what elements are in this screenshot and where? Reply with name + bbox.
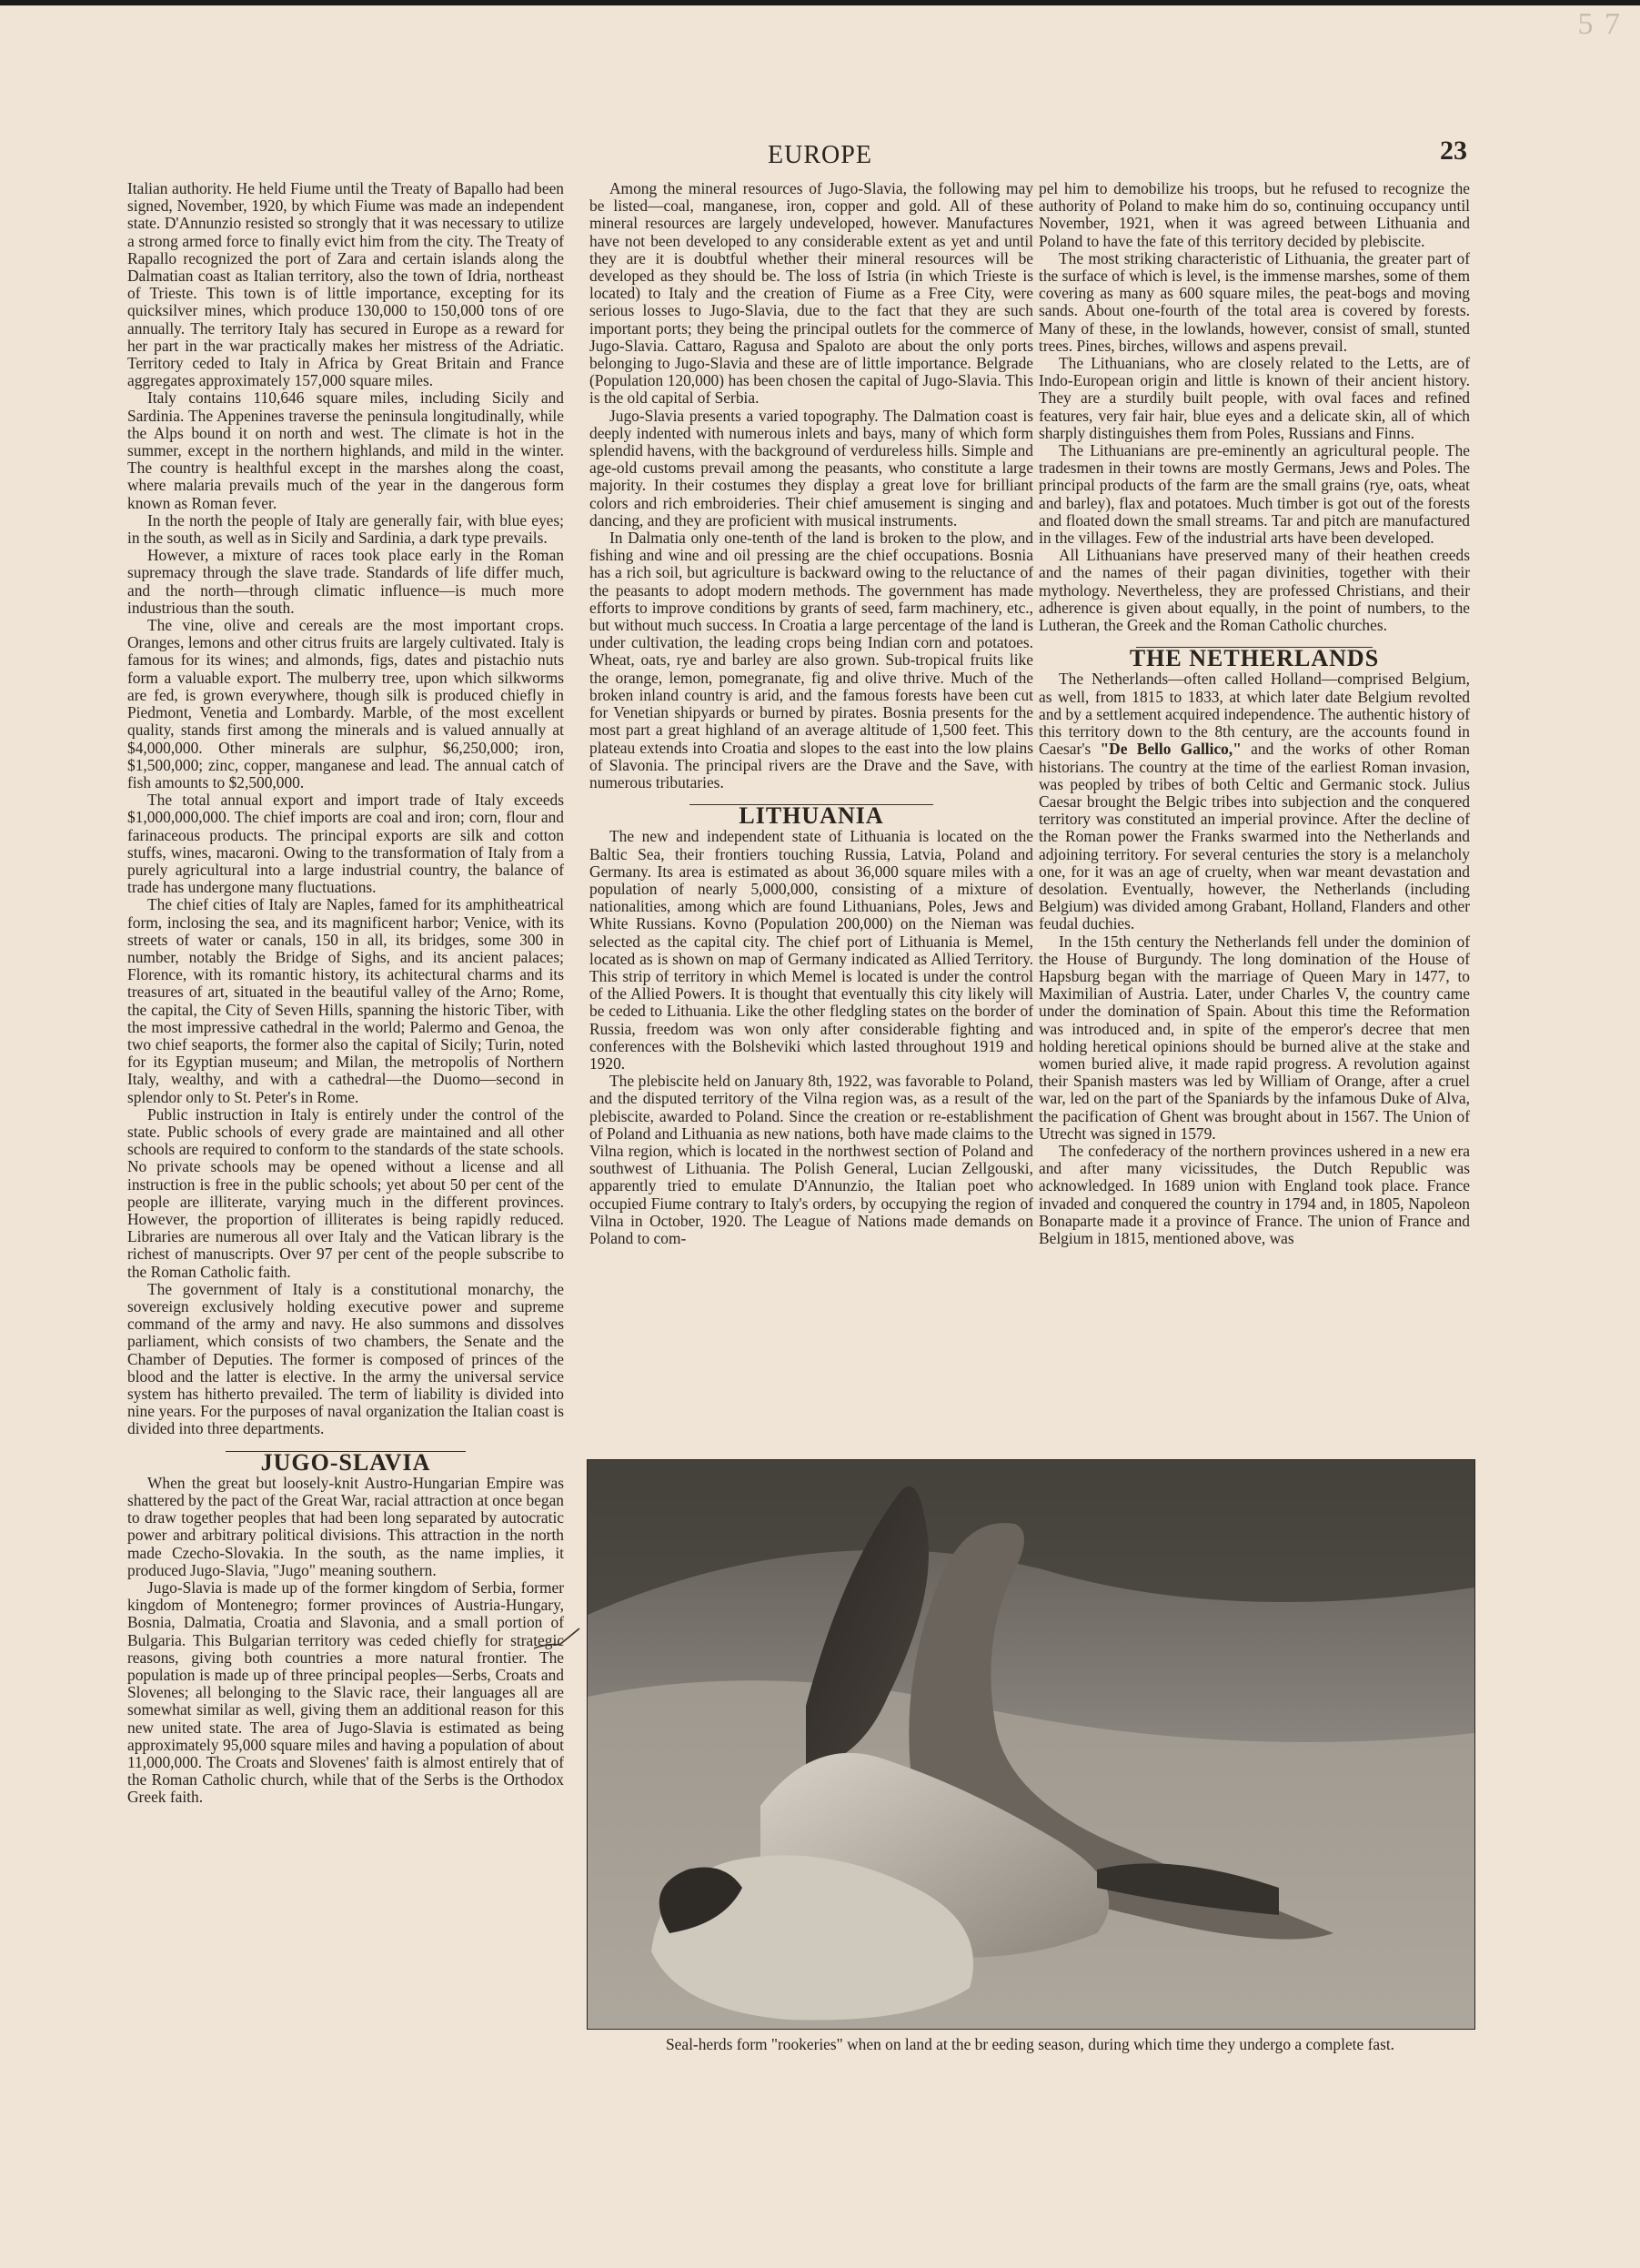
pencil-checkmark — [532, 1625, 582, 1652]
section-heading-netherlands: THE NETHERLANDS — [1129, 645, 1380, 672]
paragraph: Jugo-Slavia presents a varied topography. The Dalmation coast is deeply indented with numerous inlets and bays, many of which form splendid havens, with the background of verdureless hills. Simple and age-old customs prevail among the peasants, who constitute a large majority. In their costumes they display a great love for brilliant colors and rich embroideries. Their chief amusement is singing and dancing, and they are proficient with musical instruments. — [589, 406, 1033, 529]
seal-herd-photo — [587, 1459, 1475, 2030]
running-title: EUROPE — [768, 141, 872, 169]
top-border-bar — [0, 0, 1640, 5]
column-1 — [127, 180, 564, 1807]
paragraph: The chief cities of Italy are Naples, famed for its amphitheatrical form, inclosing the sea, and its magnificent harbor; Venice, with its streets of water or canals, 150 in all, its bridges, some 300 in number, notably the Bridge of Sighs, and its ancient palaces; Florence, with its romantic history, its achitectural charms and its treasures of art, situated in the beautiful valley of the Arno; Rome, the capital, the City of Seven Hills, spanning the historic Tiber, with the most impressive cathedral in the world; Palermo and Genoa, the two chief seaports, the former also the capital of Sicily; Turin, noted for its Egyptian museum; and Milan, the metropolis of Northern Italy, wealthy, and with a cathedral—the Duomo—second in splendor only to St. Peter's in Rome. — [127, 895, 564, 1106]
section-heading-lithuania: LITHUANIA — [589, 804, 1033, 824]
seal-photo-illustration — [588, 1460, 1474, 2029]
page-number: 23 — [1440, 136, 1467, 166]
paragraph: The government of Italy is a constitutional monarchy, the sovereign exclusively holding executive power and supreme command of the army and navy. He also summons and dissolves parliament, which consists of two chambers, the Senate and the Chamber of Deputies. The former is composed of princes of the blood and the latter is elective. In the army the universal service system has hitherto prevailed. The term of liability is divided into nine years. For the purposes of naval organization the Italian coast is divided into three departments. — [127, 1279, 564, 1438]
paragraph: All Lithuanians have preserved many of their heathen creeds and the names of their pagan divinities, together with their mythology. Nevertheless, they are professed Christians, and their adherence is given about equally, in the point of numbers, to the Lutheran, the Greek and the Roman Catholic churches. — [1039, 546, 1470, 635]
paragraph: Jugo-Slavia is made up of the former kingdom of Serbia, former kingdom of Montenegro; former provinces of Austria-Hungary, Bosnia, Dalmatia, Croatia and Slavonia, and a small portion of Bulgaria. This Bulgarian territory was ceded chiefly for strategic reasons, giving both countries a more natural frontier. The population is made up of three principal peoples—Serbs, Croats and Slovenes; all belonging to the Slavic race, their languages all are somewhat similar as well, giving them an additional reason for this new united state. The area of Jugo-Slavia is estimated as being approximately 95,000 square miles and having a population of about 11,000,000. The Croats and Slovenes' faith is almost entirely that of the Roman Catholic church, while that of the Serbs is the Orthodox Greek faith. — [127, 1578, 564, 1807]
photo-caption: Seal-herds form "rookeries" when on land at the br eeding season, during which time they undergo a complete fast. — [665, 2035, 1395, 2053]
column-2 — [589, 180, 1033, 1247]
paragraph: The total annual export and import trade of Italy exceeds $1,000,000,000. The chief imports are coal and iron; corn, flour and farinaceous products. The principal exports are silk and cotton stuffs, wines, macaroni. Owing to the transformation of Italy from a purely agricultural into a large industrial country, the balance of trade has undergone many fluctuations. — [127, 791, 564, 897]
paragraph: The Lithuanians are pre-eminently an agricultural people. The tradesmen in their towns are mostly Germans, Jews and Poles. The principal products of the farm are the small grains (rye, oats, wheat and barley), flax and potatoes. Much timber is got out of the forests and floated down the small streams. Tar and pitch are manufactured in the villages. Few of the industrial arts have been developed. — [1039, 441, 1470, 548]
column-3 — [1039, 180, 1470, 1247]
paragraph: The Lithuanians, who are closely related to the Letts, are of Indo-European origin and little is known of their ancient history. They are a sturdily built people, with oval faces and refined features, very fair hair, blue eyes and a delicate skin, all of which sharply distinguishes them from Poles, Russians and Finns. — [1039, 354, 1470, 442]
paragraph: When the great but loosely-knit Austro-Hungarian Empire was shattered by the pact of the Great War, racial attraction at once began to draw together peoples that had been long separated by autocratic power and arbitrary political divisions. This attraction in the north made Czecho-Slovakia. In the south, as the name implies, it produced Jugo-Slavia, "Jugo" meaning southern. — [127, 1473, 564, 1579]
paragraph: Public instruction in Italy is entirely under the control of the state. Public schools of every grade are maintained and all other schools are required to conform to the standards of the state schools. No private schools may be opened without a license and all instruction is free in the public schools; yet about 50 per cent of the people are illiterate, varying much in the different provinces. However, the proportion of illiterates is being rapidly reduced. Libraries are numerous all over Italy and the Vatican library is the richest of manuscripts. Over 97 per cent of the people subscribe to the Roman Catholic faith. — [127, 1104, 564, 1281]
page-header — [0, 136, 1640, 177]
paragraph: Italian authority. He held Fiume until the Treaty of Bapallo had been signed, November, 1920, by which Fiume was made an independent state. D'Annunzio resisted so strongly that it was necessary to utilize a strong armed force to finally evict him from the city. The Treaty of Rapallo recognized the port of Zara and certain islands along the Dalmatian coast as Italian territory, also the town of Idria, northeast of Trieste. This town is of little importance, excepting for its quicksilver mines, which produce 130,000 to 150,000 tons of ore annually. The territory Italy has secured in Europe as a reward for her part in the war practically makes her mistress of the Adriatic. Territory ceded to Italy in Africa by Great Britain and France aggregates approximately 157,000 square miles. — [127, 179, 564, 390]
paragraph: The new and independent state of Lithuania is located on the Baltic Sea, their frontiers touching Russia, Latvia, Poland and Germany. Its area is estimated as about 36,000 square miles with a population of nearly 5,000,000, consisting of a mixture of nationalities, among which are found Lithuanians, Poles, Jews and White Russians. Kovno (Population 200,000) on the Nieman was selected as the capital city. The chief port of Lithuania is Memel, located as is shown on map of Germany indicated as Allied Territory. This strip of territory in which Memel is located is under the control of the Allied Powers. It is thought that eventually this city likely will be ceded to Lithuania. Like the other fledgling states on the border of Russia, freedom was won only after considerable fighting and conferences with the Bolsheviki which lasted throughout 1919 and 1920. — [589, 827, 1033, 1073]
book-title: "De Bello Gallico," — [1100, 740, 1242, 759]
paragraph: Among the mineral resources of Jugo-Slavia, the following may be listed—coal, manganese, iron, copper and gold. All of these mineral resources are largely undeveloped, however. Manufactures have not been developed to any considerable extent as yet and until they are it is doubtful whether their mineral resources will be developed as they should be. The loss of Istria (in which Trieste is located) to Italy and the creation of Fiume as a Free City, were serious losses to Jugo-Slavia, due to the fact that they are such important ports; they being the principal outlets for the commerce of Jugo-Slavia. Cattaro, Ragusa and Spaloto are about the only ports belonging to Jugo-Slavia and these are of little importance. Belgrade (Population 120,000) has been chosen the capital of Jugo-Slavia. This is the old capital of Serbia. — [589, 179, 1033, 408]
paragraph: The most striking characteristic of Lithuania, the greater part of the surface of which is level, is the immense marshes, some of them covering as many as 600 square miles, the peat-bogs and moving sands. About one-fourth of the total area is covered by forests. Many of these, in the lowlands, however, consist of small, stunted trees. Pines, birches, willows and aspens prevail. — [1039, 248, 1470, 355]
paragraph: The vine, olive and cereals are the most important crops. Oranges, lemons and other citrus fruits are largely cultivated. Italy is famous for its wines; and almonds, figs, dates and pistachio nuts form a valuable export. The mulberry tree, upon which silkworms are fed, is grown everywhere, though silk is produced chiefly in Piedmont, Venetia and Lombardy. Marble, of the most excellent quality, stands first among the minerals and is valued annually at $4,000,000. Other minerals are sulphur, $6,250,000; iron, $1,500,000; zinc, copper, manganese and lead. The annual catch of fish amounts to $2,500,000. — [127, 616, 564, 791]
paragraph: The plebiscite held on January 8th, 1922, was favorable to Poland, and the disputed territory of the Vilna region was, as a result of the plebiscite, awarded to Poland. Since the creation or re-establishment of Poland and Lithuania as new nations, both have made claims to the Vilna region, which is located in the northwest section of Poland and southwest of Lithuania. The Polish General, Lucian Zellgouski, apparently tried to emulate D'Annunzio, the Italian poet who occupied Fiume contrary to Italy's orders, by occupying the region of Vilna in October, 1920. The League of Nations made demands on Poland to com- — [589, 1072, 1033, 1247]
paragraph: pel him to demobilize his troops, but he refused to recognize the authority of Poland to make him do so, continuing occupancy until November, 1921, when it was agreed between Lithuania and Poland to have the fate of this territory decided by plebiscite. — [1039, 179, 1470, 250]
paragraph: Italy contains 110,646 square miles, including Sicily and Sardinia. The Appenines traverse the peninsula longitudinally, while the Alps bound it on north and west. The climate is hot in the summer, except in the northern highlands, and mild in the winter. The country is healthful except in the marshes along the coast, where malaria prevails much of the year in the dangerous form known as Roman fever. — [127, 388, 564, 512]
corner-pencil-mark: 5 7 — [1577, 7, 1622, 41]
paragraph: However, a mixture of races took place early in the Roman supremacy through the slave trade. Standards of life differ much, and the north—through climatic influence—is much more industrious than the south. — [127, 546, 564, 617]
paragraph: In the 15th century the Netherlands fell under the dominion of the House of Burgundy. The long domination of the House of Hapsburg began with the marriage of Queen Mary in 1477, to Maximilian of Austria. Later, under Charles V, the country came under the domination of Spain. About this time the Reformation was introduced and, in spite of the emperor's decree that men holding heretical opinions should be burned alive at the stake and women buried alive, it made rapid progress. A revolution against their Spanish masters was led by William of Orange, after a cruel war, led on the part of the Spaniards by the infamous Duke of Alva, the pacification of Ghent was brought about in 1567. The Union of Utrecht was signed in 1579. — [1039, 932, 1470, 1143]
section-heading-jugo-slavia: JUGO-SLAVIA — [127, 1451, 564, 1471]
paragraph: In the north the people of Italy are generally fair, with blue eyes; in the south, as well as in Sicily and Sardinia, a dark type prevails. — [127, 510, 564, 548]
paragraph: The confederacy of the northern provinces ushered in a new era and after many vicissitudes, the Dutch Republic was acknowledged. In 1689 union with England took place. France invaded and conquered the country in 1794 and, in 1805, Napoleon Bonaparte made it a province of France. The union of France and Belgium in 1815, mentioned above, was — [1039, 1141, 1470, 1247]
paragraph: In Dalmatia only one-tenth of the land is broken to the plow, and fishing and wine and oil pressing are the chief occupations. Bosnia has a rich soil, but agriculture is backward owing to the reluctance of the peasants to adopt modern methods. The government has made efforts to improve conditions by grants of seed, farm machinery, etc., but without much success. In Croatia a large percentage of the land is under cultivation, the leading crops being Indian corn and potatoes. Wheat, oats, rye and barley are also grown. Sub-tropical fruits like the orange, lemon, pomegranate, fig and olive thrive. Much of the broken inland country is arid, and the famous forests have been cut for Venetian shipyards or burned by pirates. Bosnia presents for the most part a great highland of an average altitude of 1,500 feet. This plateau extends into Croatia and slopes to the east into the low plains of Slavonia. The principal rivers are the Drave and the Save, with numerous tributaries. — [589, 529, 1033, 791]
paragraph: The Netherlands—often called Holland—comprised Belgium, as well, from 1815 to 1833, at which later date Belgium revolted and by a settlement acquired independence. The authentic history of this territory down to the 8th century, are the accounts found in Caesar's "De Bello Gallico," and the works of other Roman historians. The country at the time of the earliest Roman invasion, was peopled by tribes of both Celtic and Germanic stock. Julius Caesar brought the Belgic tribes into subjection and the conquered territory was constituted an imperial province. After the decline of the Roman power the Franks swarmed into the Netherlands and adjoining territory. For several centuries the story is a melancholy one, for it was an age of cruelty, when war meant devastation and desolation. Eventually, however, the Netherlands (including Belgium) was divided among Grabant, Holland, Flanders and other feudal duchies. — [1039, 670, 1470, 933]
